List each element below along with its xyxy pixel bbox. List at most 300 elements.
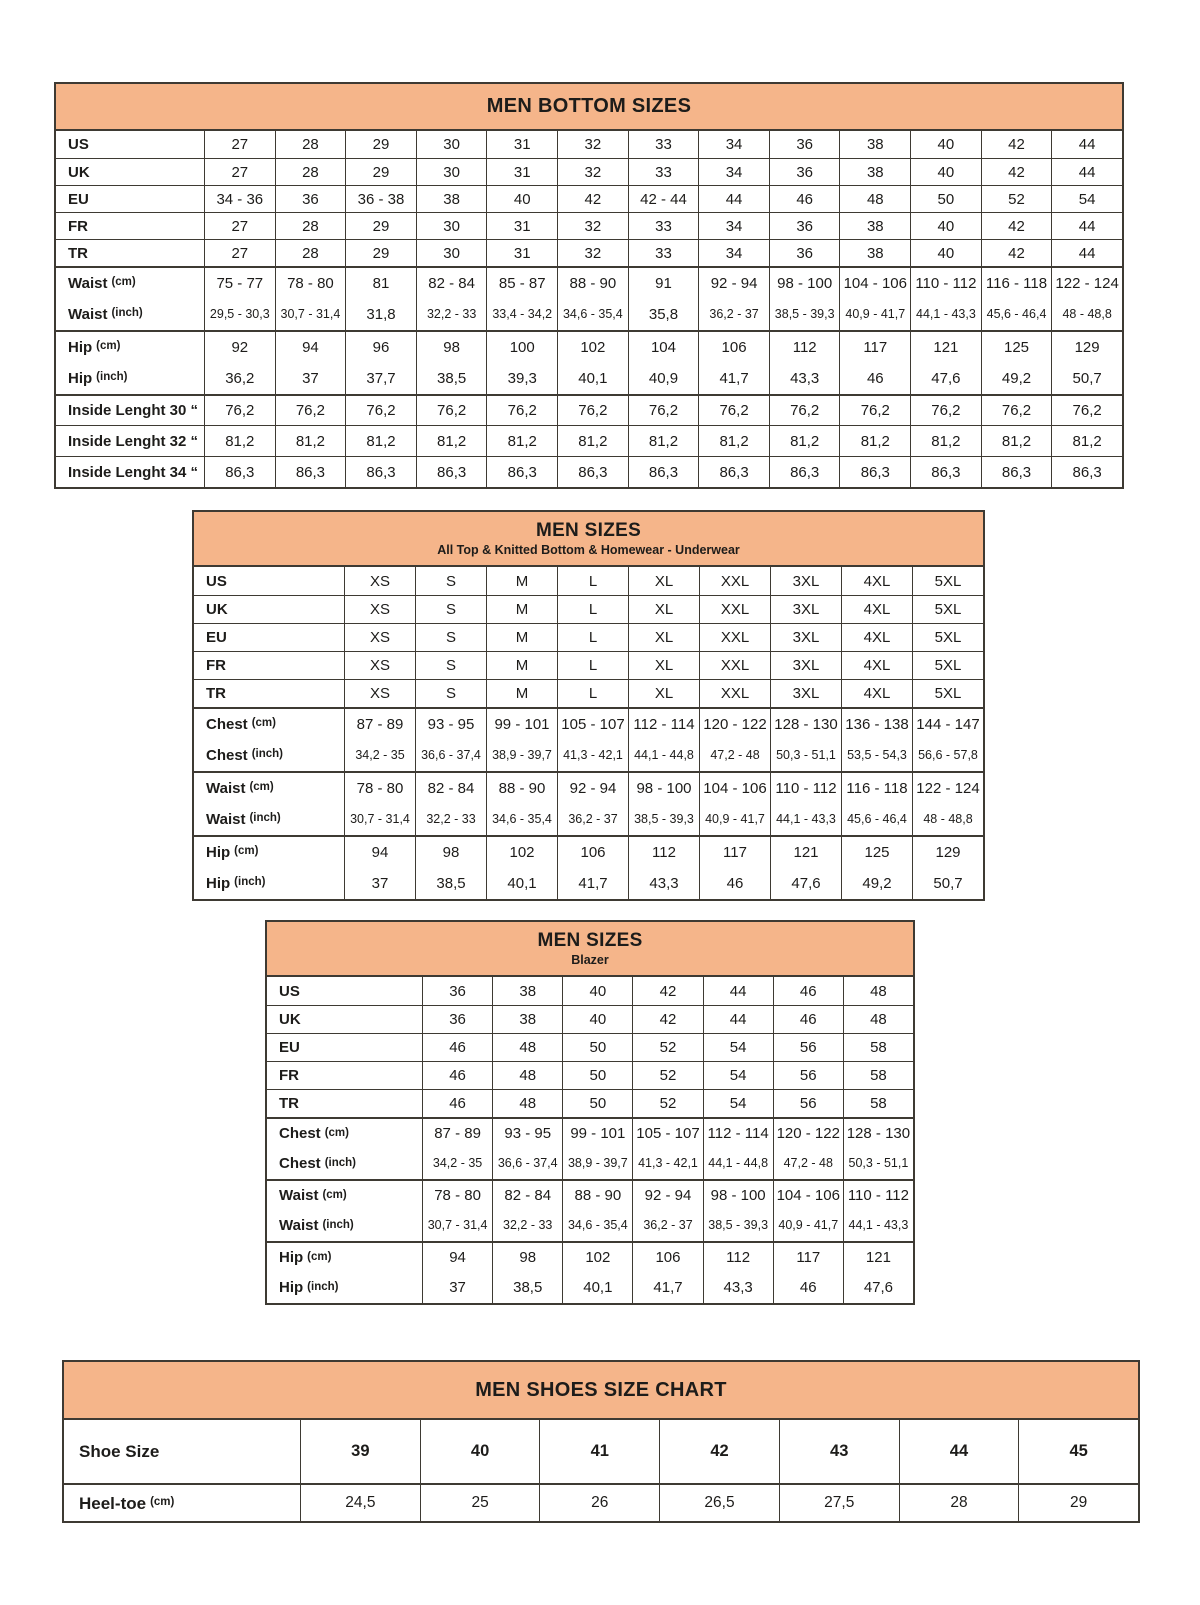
- cell-value: 81,2: [204, 426, 275, 456]
- cell-value: 106: [557, 837, 628, 867]
- cell-value: 82 - 84: [492, 1181, 562, 1210]
- cell-value: 36: [769, 131, 840, 158]
- cell-value: 54: [703, 1034, 773, 1061]
- table-row-chest-inch-: [267, 1148, 913, 1179]
- cell-value: 34: [698, 240, 769, 266]
- cell-value: 43,3: [769, 362, 840, 394]
- cell-value: 34,6 - 35,4: [486, 803, 557, 835]
- cell-value: 50: [910, 186, 981, 212]
- table-row-hip-cm-: [194, 835, 983, 867]
- cell-value: 4XL: [841, 652, 912, 679]
- cell-value: 38,5 - 39,3: [703, 1210, 773, 1241]
- cell-value: 31: [486, 240, 557, 266]
- cell-value: 58: [843, 1062, 913, 1089]
- cell-value: 117: [699, 837, 770, 867]
- cell-value: 98 - 100: [703, 1181, 773, 1210]
- cell-value: 86,3: [910, 457, 981, 487]
- cell-value: 98: [415, 837, 486, 867]
- cell-value: 39: [300, 1420, 420, 1483]
- cell-value: XXL: [699, 624, 770, 651]
- row-label: US: [206, 572, 227, 590]
- table-row-waist-inch-: [56, 298, 1122, 330]
- cell-value: 86,3: [204, 457, 275, 487]
- men-shoes-size-chart-table: [62, 1360, 1140, 1523]
- cell-value: 41,7: [557, 867, 628, 899]
- cell-value: 36,2 - 37: [698, 298, 769, 330]
- table-row-shoe-size: [64, 1420, 1138, 1483]
- row-label: Chest (inch): [279, 1155, 356, 1172]
- cell-value: S: [415, 567, 486, 595]
- cell-value: 29: [345, 240, 416, 266]
- table-row-chest-inch-: [194, 739, 983, 771]
- cell-value: 85 - 87: [486, 268, 557, 298]
- row-label: Waist (inch): [68, 305, 143, 323]
- cell-value: 28: [275, 159, 346, 185]
- cell-value: 54: [703, 1090, 773, 1117]
- cell-value: 48: [492, 1034, 562, 1061]
- row-label: Inside Lenght 34 “: [68, 463, 199, 481]
- cell-value: 110 - 112: [910, 268, 981, 298]
- cell-value: 117: [773, 1243, 843, 1272]
- cell-value: 40: [562, 977, 632, 1005]
- cell-value: 3XL: [770, 680, 841, 707]
- table-row-waist-cm-: [56, 266, 1122, 298]
- cell-value: XL: [628, 652, 699, 679]
- cell-value: 82 - 84: [416, 268, 487, 298]
- cell-value: 47,6: [843, 1272, 913, 1303]
- table-row-hip-cm-: [56, 330, 1122, 362]
- row-label: Waist (cm): [206, 779, 274, 797]
- cell-value: 41: [539, 1420, 659, 1483]
- row-label: Hip (inch): [68, 369, 128, 387]
- cell-value: 110 - 112: [770, 773, 841, 803]
- table-subtitle: Blazer: [571, 953, 609, 967]
- cell-value: 42 - 44: [628, 186, 699, 212]
- cell-value: 121: [843, 1243, 913, 1272]
- table-row-eu: [56, 185, 1122, 212]
- cell-value: 27: [204, 131, 275, 158]
- cell-value: 27: [204, 213, 275, 239]
- cell-value: 3XL: [770, 624, 841, 651]
- cell-value: 78 - 80: [344, 773, 415, 803]
- cell-value: 86,3: [628, 457, 699, 487]
- cell-value: M: [486, 652, 557, 679]
- cell-value: 48: [843, 1006, 913, 1033]
- cell-value: 40,1: [557, 362, 628, 394]
- cell-value: 76,2: [345, 396, 416, 425]
- cell-value: 31: [486, 159, 557, 185]
- cell-value: 50: [562, 1062, 632, 1089]
- cell-value: 38,5 - 39,3: [769, 298, 840, 330]
- cell-value: 52: [632, 1062, 702, 1089]
- cell-value: 104: [628, 332, 699, 362]
- cell-value: 120 - 122: [773, 1119, 843, 1148]
- cell-value: 46: [773, 1272, 843, 1303]
- cell-value: 46: [422, 1090, 492, 1117]
- table-row-fr: [56, 212, 1122, 239]
- cell-value: 43,3: [703, 1272, 773, 1303]
- cell-value: 38,9 - 39,7: [562, 1148, 632, 1179]
- cell-value: 48: [843, 977, 913, 1005]
- cell-value: 92 - 94: [698, 268, 769, 298]
- cell-value: 88 - 90: [562, 1181, 632, 1210]
- cell-value: 47,6: [910, 362, 981, 394]
- cell-value: 5XL: [912, 567, 983, 595]
- cell-value: XXL: [699, 567, 770, 595]
- cell-value: 38: [492, 977, 562, 1005]
- cell-value: 50,7: [912, 867, 983, 899]
- cell-value: 76,2: [628, 396, 699, 425]
- cell-value: 58: [843, 1090, 913, 1117]
- cell-value: 36: [769, 213, 840, 239]
- cell-value: 34,6 - 35,4: [562, 1210, 632, 1241]
- cell-value: 4XL: [841, 567, 912, 595]
- cell-value: 92: [204, 332, 275, 362]
- cell-value: 129: [1051, 332, 1122, 362]
- cell-value: 42: [632, 1006, 702, 1033]
- cell-value: 120 - 122: [699, 709, 770, 739]
- table-body: [64, 1420, 1138, 1521]
- row-label: Hip (inch): [279, 1279, 339, 1296]
- cell-value: 52: [981, 186, 1052, 212]
- cell-value: 40: [910, 159, 981, 185]
- cell-value: 81,2: [416, 426, 487, 456]
- cell-value: 40: [910, 240, 981, 266]
- cell-value: 92 - 94: [557, 773, 628, 803]
- cell-value: 136 - 138: [841, 709, 912, 739]
- cell-value: 86,3: [416, 457, 487, 487]
- cell-value: 32: [557, 159, 628, 185]
- table-row-tr: [56, 239, 1122, 266]
- table-row-eu: [194, 623, 983, 651]
- cell-value: 38,5: [492, 1272, 562, 1303]
- cell-value: 52: [632, 1090, 702, 1117]
- cell-value: 76,2: [698, 396, 769, 425]
- cell-value: 125: [841, 837, 912, 867]
- table-header: [56, 84, 1122, 131]
- table-title: MEN SIZES: [537, 930, 643, 951]
- cell-value: 29: [1018, 1485, 1138, 1521]
- cell-value: XXL: [699, 652, 770, 679]
- cell-value: L: [557, 652, 628, 679]
- cell-value: 4XL: [841, 680, 912, 707]
- cell-value: 76,2: [486, 396, 557, 425]
- cell-value: 100: [486, 332, 557, 362]
- cell-value: 28: [899, 1485, 1019, 1521]
- cell-value: 39,3: [486, 362, 557, 394]
- cell-value: 48: [839, 186, 910, 212]
- row-label: Heel-toe (cm): [79, 1493, 175, 1513]
- cell-value: 42: [632, 977, 702, 1005]
- cell-value: 105 - 107: [632, 1119, 702, 1148]
- cell-value: 30: [416, 240, 487, 266]
- cell-value: 41,7: [698, 362, 769, 394]
- cell-value: 31,8: [345, 298, 416, 330]
- cell-value: 87 - 89: [422, 1119, 492, 1148]
- cell-value: 121: [910, 332, 981, 362]
- cell-value: S: [415, 680, 486, 707]
- table-row-inside-lenght-34-: [56, 456, 1122, 487]
- cell-value: 40,1: [562, 1272, 632, 1303]
- cell-value: 38,5: [416, 362, 487, 394]
- cell-value: 81: [345, 268, 416, 298]
- table-row-hip-inch-: [56, 362, 1122, 394]
- cell-value: 86,3: [345, 457, 416, 487]
- cell-value: 76,2: [769, 396, 840, 425]
- cell-value: 40,9 - 41,7: [773, 1210, 843, 1241]
- cell-value: 122 - 124: [912, 773, 983, 803]
- cell-value: 81,2: [769, 426, 840, 456]
- cell-value: 41,3 - 42,1: [632, 1148, 702, 1179]
- cell-value: 37,7: [345, 362, 416, 394]
- table-body: [267, 977, 913, 1303]
- cell-value: 38,9 - 39,7: [486, 739, 557, 771]
- row-label: Hip (cm): [206, 843, 259, 861]
- cell-value: XS: [344, 596, 415, 623]
- row-label: FR: [206, 657, 226, 674]
- cell-value: 112: [769, 332, 840, 362]
- row-label: EU: [279, 1039, 300, 1056]
- cell-value: 32,2 - 33: [415, 803, 486, 835]
- cell-value: 93 - 95: [415, 709, 486, 739]
- cell-value: 46: [773, 977, 843, 1005]
- cell-value: 98: [416, 332, 487, 362]
- cell-value: 30: [416, 159, 487, 185]
- cell-value: 38,5 - 39,3: [628, 803, 699, 835]
- cell-value: 41,7: [632, 1272, 702, 1303]
- cell-value: 24,5: [300, 1485, 420, 1521]
- cell-value: 31: [486, 213, 557, 239]
- cell-value: 3XL: [770, 596, 841, 623]
- cell-value: 3XL: [770, 652, 841, 679]
- cell-value: 5XL: [912, 596, 983, 623]
- cell-value: S: [415, 652, 486, 679]
- cell-value: 50,7: [1051, 362, 1122, 394]
- cell-value: 78 - 80: [275, 268, 346, 298]
- cell-value: 54: [703, 1062, 773, 1089]
- cell-value: L: [557, 624, 628, 651]
- cell-value: 40: [562, 1006, 632, 1033]
- table-row-heel-toe-cm-: [64, 1483, 1138, 1521]
- cell-value: 53,5 - 54,3: [841, 739, 912, 771]
- cell-value: XXL: [699, 596, 770, 623]
- cell-value: 105 - 107: [557, 709, 628, 739]
- cell-value: 50,3 - 51,1: [843, 1148, 913, 1179]
- cell-value: 34 - 36: [204, 186, 275, 212]
- row-label: Hip (cm): [68, 338, 121, 356]
- cell-value: 116 - 118: [841, 773, 912, 803]
- cell-value: 86,3: [769, 457, 840, 487]
- table-header: [64, 1362, 1138, 1420]
- cell-value: 81,2: [486, 426, 557, 456]
- cell-value: L: [557, 596, 628, 623]
- cell-value: 29: [345, 213, 416, 239]
- cell-value: 125: [981, 332, 1052, 362]
- cell-value: 44: [703, 977, 773, 1005]
- cell-value: 88 - 90: [486, 773, 557, 803]
- cell-value: 36,2 - 37: [632, 1210, 702, 1241]
- cell-value: 27: [204, 240, 275, 266]
- cell-value: 98 - 100: [628, 773, 699, 803]
- table-row-tr: [267, 1089, 913, 1117]
- cell-value: 49,2: [841, 867, 912, 899]
- cell-value: L: [557, 680, 628, 707]
- cell-value: 92 - 94: [632, 1181, 702, 1210]
- cell-value: 104 - 106: [699, 773, 770, 803]
- cell-value: 44: [703, 1006, 773, 1033]
- cell-value: 44: [1051, 240, 1122, 266]
- cell-value: 49,2: [981, 362, 1052, 394]
- cell-value: XS: [344, 624, 415, 651]
- table-row-inside-lenght-32-: [56, 425, 1122, 456]
- cell-value: 76,2: [204, 396, 275, 425]
- cell-value: 36,2: [204, 362, 275, 394]
- cell-value: 76,2: [557, 396, 628, 425]
- cell-value: 44: [698, 186, 769, 212]
- table-row-tr: [194, 679, 983, 707]
- cell-value: 29,5 - 30,3: [204, 298, 275, 330]
- cell-value: 54: [1051, 186, 1122, 212]
- row-label: Waist (cm): [279, 1187, 347, 1204]
- cell-value: 93 - 95: [492, 1119, 562, 1148]
- cell-value: 38,5: [415, 867, 486, 899]
- cell-value: 37: [344, 867, 415, 899]
- cell-value: 56,6 - 57,8: [912, 739, 983, 771]
- cell-value: 48 - 48,8: [1051, 298, 1122, 330]
- men-sizes-tops-table: [192, 510, 985, 901]
- cell-value: 26: [539, 1485, 659, 1521]
- cell-value: M: [486, 624, 557, 651]
- cell-value: S: [415, 596, 486, 623]
- cell-value: 27: [204, 159, 275, 185]
- cell-value: 5XL: [912, 680, 983, 707]
- cell-value: 38: [839, 240, 910, 266]
- table-row-us: [267, 977, 913, 1005]
- cell-value: 32,2 - 33: [492, 1210, 562, 1241]
- cell-value: 40: [910, 131, 981, 158]
- cell-value: 104 - 106: [839, 268, 910, 298]
- cell-value: 46: [773, 1006, 843, 1033]
- cell-value: 102: [486, 837, 557, 867]
- cell-value: 112: [703, 1243, 773, 1272]
- table-row-fr: [267, 1061, 913, 1089]
- table-body: [56, 131, 1122, 487]
- row-label: FR: [68, 217, 88, 235]
- row-label: EU: [68, 190, 89, 208]
- cell-value: 99 - 101: [486, 709, 557, 739]
- men-sizes-blazer-table: [265, 920, 915, 1305]
- cell-value: 86,3: [557, 457, 628, 487]
- row-label: UK: [279, 1011, 301, 1028]
- cell-value: 34: [698, 131, 769, 158]
- cell-value: 99 - 101: [562, 1119, 632, 1148]
- cell-value: 81,2: [628, 426, 699, 456]
- cell-value: 86,3: [1051, 457, 1122, 487]
- cell-value: L: [557, 567, 628, 595]
- cell-value: 38: [839, 131, 910, 158]
- cell-value: 30,7 - 31,4: [344, 803, 415, 835]
- cell-value: 38: [416, 186, 487, 212]
- row-label: Chest (cm): [206, 715, 276, 733]
- men-bottom-sizes-table: [54, 82, 1124, 489]
- table-row-hip-inch-: [267, 1272, 913, 1303]
- cell-value: M: [486, 596, 557, 623]
- table-row-us: [194, 567, 983, 595]
- table-row-us: [56, 131, 1122, 158]
- row-label: Waist (cm): [68, 274, 136, 292]
- cell-value: 76,2: [839, 396, 910, 425]
- cell-value: 34: [698, 213, 769, 239]
- cell-value: 42: [557, 186, 628, 212]
- cell-value: 40: [420, 1420, 540, 1483]
- cell-value: 48 - 48,8: [912, 803, 983, 835]
- cell-value: 94: [275, 332, 346, 362]
- cell-value: 81,2: [981, 426, 1052, 456]
- cell-value: 81,2: [345, 426, 416, 456]
- cell-value: 26,5: [659, 1485, 779, 1521]
- cell-value: 117: [839, 332, 910, 362]
- row-label: Inside Lenght 32 “: [68, 432, 199, 450]
- cell-value: 32,2 - 33: [416, 298, 487, 330]
- cell-value: 42: [981, 213, 1052, 239]
- cell-value: 32: [557, 131, 628, 158]
- table-row-uk: [194, 595, 983, 623]
- cell-value: 36,2 - 37: [557, 803, 628, 835]
- table-title: MEN SHOES SIZE CHART: [475, 1378, 727, 1401]
- cell-value: 75 - 77: [204, 268, 275, 298]
- cell-value: 36: [422, 1006, 492, 1033]
- cell-value: 86,3: [275, 457, 346, 487]
- cell-value: 46: [422, 1034, 492, 1061]
- cell-value: 34,2 - 35: [422, 1148, 492, 1179]
- row-label: US: [279, 982, 300, 1000]
- cell-value: XL: [628, 567, 699, 595]
- row-label: Inside Lenght 30 “: [68, 402, 199, 419]
- cell-value: 104 - 106: [773, 1181, 843, 1210]
- cell-value: 45,6 - 46,4: [841, 803, 912, 835]
- cell-value: 44: [1051, 213, 1122, 239]
- row-label: UK: [68, 163, 90, 181]
- cell-value: 30: [416, 131, 487, 158]
- cell-value: 33: [628, 159, 699, 185]
- cell-value: XXL: [699, 680, 770, 707]
- cell-value: 34: [698, 159, 769, 185]
- cell-value: 36,6 - 37,4: [415, 739, 486, 771]
- cell-value: 41,3 - 42,1: [557, 739, 628, 771]
- cell-value: 32: [557, 213, 628, 239]
- cell-value: 29: [345, 131, 416, 158]
- cell-value: 40,9: [628, 362, 699, 394]
- cell-value: 86,3: [839, 457, 910, 487]
- cell-value: 32: [557, 240, 628, 266]
- table-row-chest-cm-: [194, 707, 983, 739]
- cell-value: 38: [839, 213, 910, 239]
- cell-value: 36: [422, 977, 492, 1005]
- cell-value: 82 - 84: [415, 773, 486, 803]
- cell-value: 76,2: [275, 396, 346, 425]
- cell-value: 44: [1051, 159, 1122, 185]
- cell-value: 102: [557, 332, 628, 362]
- cell-value: 46: [422, 1062, 492, 1089]
- cell-value: 96: [345, 332, 416, 362]
- cell-value: 129: [912, 837, 983, 867]
- cell-value: 3XL: [770, 567, 841, 595]
- cell-value: 43: [779, 1420, 899, 1483]
- cell-value: 76,2: [910, 396, 981, 425]
- table-subtitle: All Top & Knitted Bottom & Homewear - Underwear: [437, 543, 740, 557]
- cell-value: 36: [275, 186, 346, 212]
- cell-value: 81,2: [698, 426, 769, 456]
